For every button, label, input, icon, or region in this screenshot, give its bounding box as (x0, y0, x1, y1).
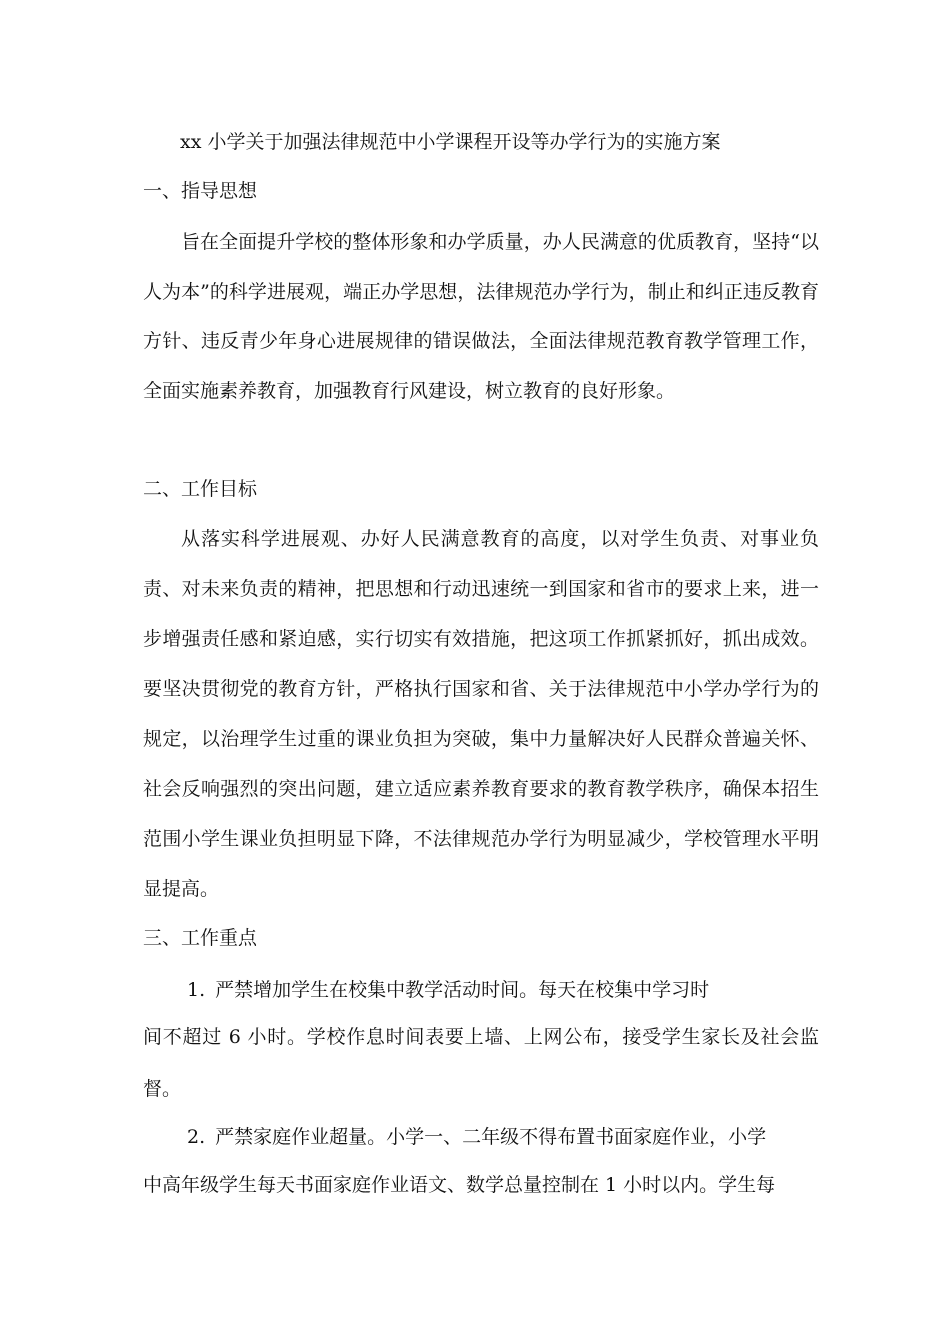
work-focus-item-1-first-line (143, 976, 819, 1004)
section-heading-guiding-ideology: 一、指导思想 (143, 180, 258, 202)
work-focus-item-1-number: 1. (187, 979, 206, 1001)
section-body-guiding-ideology: 旨在全面提升学校的整体形象和办学质量，办人民满意的优质教育，坚持“以人为本”的科学进展观，端正办学思想，法律规范办学行为，制止和纠正违反教育方针、违反青少年身心进展规律的错误做法，全面法律规范教育教学管理工作，全面实施素养教育，加强教育行风建设，树立教育的良好形象。 (143, 231, 819, 402)
work-focus-item-2-first-line (143, 1123, 819, 1151)
section-body-work-goals: 从落实科学进展观、办好人民满意教育的高度，以对学生负责、对事业负责、对未来负责的精神，把思想和行动迅速统一到国家和省市的要求上来，进一步增强责任感和紧迫感，实行切实有效措施，把这项工作抓紧抓好，抓出成效。要坚决贯彻党的教育方针，严格执行国家和省、关于法律规范中小学办学行为的规定，以治理学生过重的课业负担为突破，集中力量解决好人民群众普遍关怀、社会反响强烈的突出问题，建立适应素养教育要求的教育教学秩序，确保本招生范围小学生课业负担明显下降，不法律规范办学行为明显减少，学校管理水平明显提高。 (143, 528, 819, 900)
work-focus-item-2-continuation: 中高年级学生每天书面家庭作业语文、数学总量控制在 1 小时以内。学生每 (143, 1174, 776, 1196)
document-title: xx 小学关于加强法律规范中小学课程开设等办学行为的实施方案 (180, 131, 721, 153)
work-focus-item-2-number: 2. (187, 1126, 206, 1148)
work-focus-item-2 (143, 1123, 819, 1211)
work-focus-item-1-continuation: 间不超过 6 小时。学校作息时间表要上墙、上网公布，接受学生家长及社会监督。 (143, 1026, 819, 1100)
work-focus-item-2-text: 严禁家庭作业超量。小学一、二年级不得布置书面家庭作业，小学 (215, 1126, 767, 1148)
section-heading-work-focus: 三、工作重点 (143, 927, 258, 949)
work-focus-item-1-text: 严禁增加学生在校集中教学活动时间。每天在校集中学习时 (215, 979, 710, 1001)
section-heading-work-goals: 二、工作目标 (143, 478, 258, 500)
work-focus-item-1 (143, 976, 819, 1115)
